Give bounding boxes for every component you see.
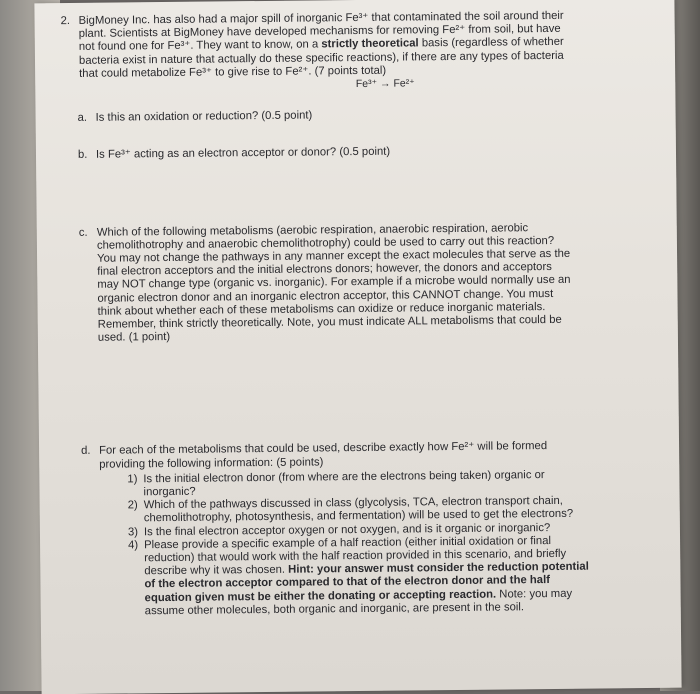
question-number: 2. [60, 14, 71, 28]
part-d-list [99, 468, 656, 619]
list-item: 3) Is the final electron acceptor oxygen or not oxygen, and is it organic or inorganic? [127, 521, 551, 539]
part-c-line: organic electron donor and an inorganic electron acceptor, this CANNOT change. You must [97, 287, 554, 305]
part-c [79, 221, 654, 346]
part-c-line: think about whether each of these metabolisms can oxidize or reduce inorganic materials. [97, 300, 546, 318]
part-a-text: Is this an oxidation or reduction? (0.5 point) [95, 109, 313, 124]
intro-line-5: that could metabolize Fe³⁺ to give rise to Fe²⁺. (7 points total) [79, 64, 387, 80]
part-b-text: Is Fe³⁺ acting as an electron acceptor or donor? (0.5 point) [95, 146, 391, 162]
part-c-line: chemolithotrophy and anaerobic chemolithotrophy) could be used to carry out this reaction? [96, 234, 555, 252]
question-content [61, 9, 657, 619]
part-c-line: Which of the following metabolisms (aerobic respiration, anaerobic respiration, aerobic [96, 221, 529, 239]
part-b-letter: b. [77, 149, 88, 162]
paper-sheet [34, 0, 681, 694]
intro-bold-phrase: strictly theoretical [321, 37, 419, 51]
question-2 [61, 9, 652, 94]
part-d [81, 439, 657, 619]
part-c-line: Remember, think strictly theoretically. Note, you must indicate ALL metabolisms that could be [97, 313, 562, 331]
reaction-equation: Fe³⁺ → Fe²⁺ [355, 77, 415, 91]
hint-label: Hint: [288, 563, 314, 577]
intro-line-4: bacteria exist in nature that actually do these specific reactions), if there are any types of bacteria [78, 49, 564, 67]
part-a [78, 106, 652, 125]
intro-line-1: BigMoney Inc. has also had a major spill of inorganic Fe³⁺ that contaminated the soil around their [78, 9, 564, 27]
part-b [78, 143, 652, 162]
part-c-letter: c. [78, 226, 88, 239]
part-d-intro-line: providing the following information: (5 points) [99, 456, 324, 471]
part-c-line: You may not change the pathways in any manner except the exact molecules that serve as the [97, 247, 571, 265]
intro-line-2: plant. Scientists at BigMoney have developed mechanisms for removing Fe²⁺ from soil, but have [78, 23, 561, 41]
list-item: 2) Which of the pathways discussed in class (glycolysis, TCA, electron transport chain, chemolithotrophy, photosynthesis, and fermentation) will be used to get the electrons? [127, 495, 574, 525]
part-c-line: used. (1 point) [97, 331, 171, 344]
part-a-letter: a. [77, 112, 88, 125]
part-d-intro-line: For each of the metabolisms that could be used, describe exactly how Fe²⁺ will be formed [99, 440, 548, 458]
list-item: 4) Please provide a specific example of a half reaction (either initial oxidation or final reduction) that would work with the half reaction provided in this scenario, and briefly describe why it was chosen. Hint: your answer must consider the reduction potential of the electron acceptor compared to that of the electron donor and the half equation given must be either the donating or accepting reaction. Note: you may assume other molecules, both organic and inorganic, are present in the soil. [128, 534, 589, 618]
list-item: 1) Is the initial electron donor (from where are the electrons being taken) organic or inorganic? [127, 468, 545, 499]
part-c-line: final electron acceptors and the initial electrons donors; however, the donors and acceptors [97, 261, 552, 278]
intro-line-3: not found one for Fe³⁺. They want to know, on a strictly theoretical basis (regardless of whether [78, 36, 564, 54]
part-d-letter: d. [81, 445, 91, 458]
part-c-line: may NOT change type (organic vs. inorganic). For example if a microbe would normally use an [97, 274, 571, 292]
